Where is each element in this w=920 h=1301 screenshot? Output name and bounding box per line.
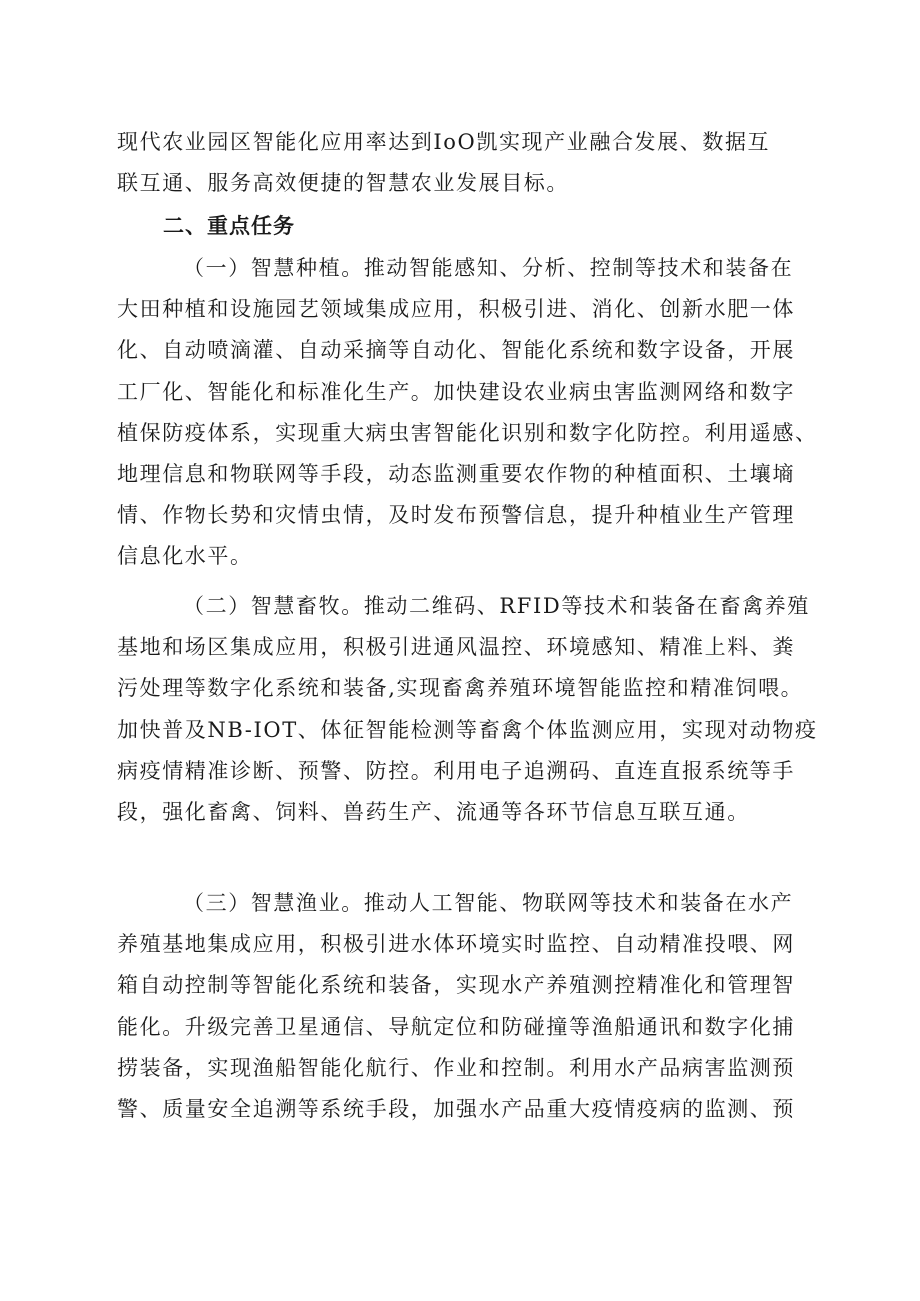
paragraph-smart-fishery bbox=[117, 883, 807, 1130]
text-line: 捞装备，实现渔船智能化航行、作业和控制。利用水产品病害监测预 bbox=[117, 1055, 795, 1080]
text-line: 植保防疫体系，实现重大病虫害智能化识别和数字化防控。利用遥感、 bbox=[117, 420, 818, 445]
text-line: 地理信息和物联网等手段，动态监测重要农作物的种植面积、土壤墒 bbox=[117, 461, 795, 486]
text-line: （一）智慧种植。推动智能感知、分析、控制等技术和装备在 bbox=[183, 256, 794, 280]
text-line: 基地和场区集成应用，积极引进通风温控、环境感知、精准上料、粪 bbox=[117, 635, 795, 660]
text-line: 工厂化、智能化和标准化生产。加快建设农业病虫害监测网络和数字 bbox=[117, 379, 795, 404]
text-line: 污处理等数字化系统和装备,实现畜禽养殖环境智能监控和精准饲喂。 bbox=[117, 676, 804, 701]
text-line: 现代农业园区智能化应用率达到IoO凯实现产业融合发展、数据互 bbox=[117, 130, 771, 154]
text-line: 加快普及NB-IOT、体征智能检测等畜禽个体监测应用，实现对动物疫 bbox=[117, 717, 818, 742]
text-line: 联互通、服务高效便捷的智慧农业发展目标。 bbox=[117, 171, 569, 196]
text-line: 化、自动喷滴灌、自动采摘等自动化、智能化系统和数字设备，开展 bbox=[117, 338, 795, 363]
text-line: 警、质量安全追溯等系统手段，加强水产品重大疫情疫病的监测、预 bbox=[117, 1096, 795, 1121]
section-heading: 二、重点任务 bbox=[163, 214, 295, 238]
text-line: 情、作物长势和灾情虫情，及时发布预警信息，提升种植业生产管理 bbox=[117, 503, 795, 528]
text-line: （三）智慧渔业。推动人工智能、物联网等技术和装备在水产 bbox=[183, 891, 794, 915]
text-line: 段，强化畜禽、饲料、兽药生产、流通等各环节信息互联互通。 bbox=[117, 799, 750, 824]
text-line: 信息化水平。 bbox=[117, 544, 253, 569]
text-line: 能化。升级完善卫星通信、导航定位和防碰撞等渔船通讯和数字化捕 bbox=[117, 1014, 795, 1039]
text-line: （二）智慧畜牧。推动二维码、RFID等技术和装备在畜禽养殖 bbox=[183, 594, 810, 618]
text-line: 箱自动控制等智能化系统和装备，实现水产养殖测控精准化和管理智 bbox=[117, 973, 795, 998]
paragraph-smart-livestock bbox=[117, 586, 818, 833]
intro-paragraph bbox=[117, 122, 807, 204]
text-line: 病疫情精准诊断、预警、防控。利用电子追溯码、直连直报系统等手 bbox=[117, 758, 795, 783]
text-line: 大田种植和设施园艺领域集成应用，积极引进、消化、创新水肥一体 bbox=[117, 297, 795, 322]
text-line: 养殖基地集成应用，积极引进水体环境实时监控、自动精准投喂、网 bbox=[117, 932, 795, 957]
paragraph-smart-planting bbox=[117, 248, 818, 578]
